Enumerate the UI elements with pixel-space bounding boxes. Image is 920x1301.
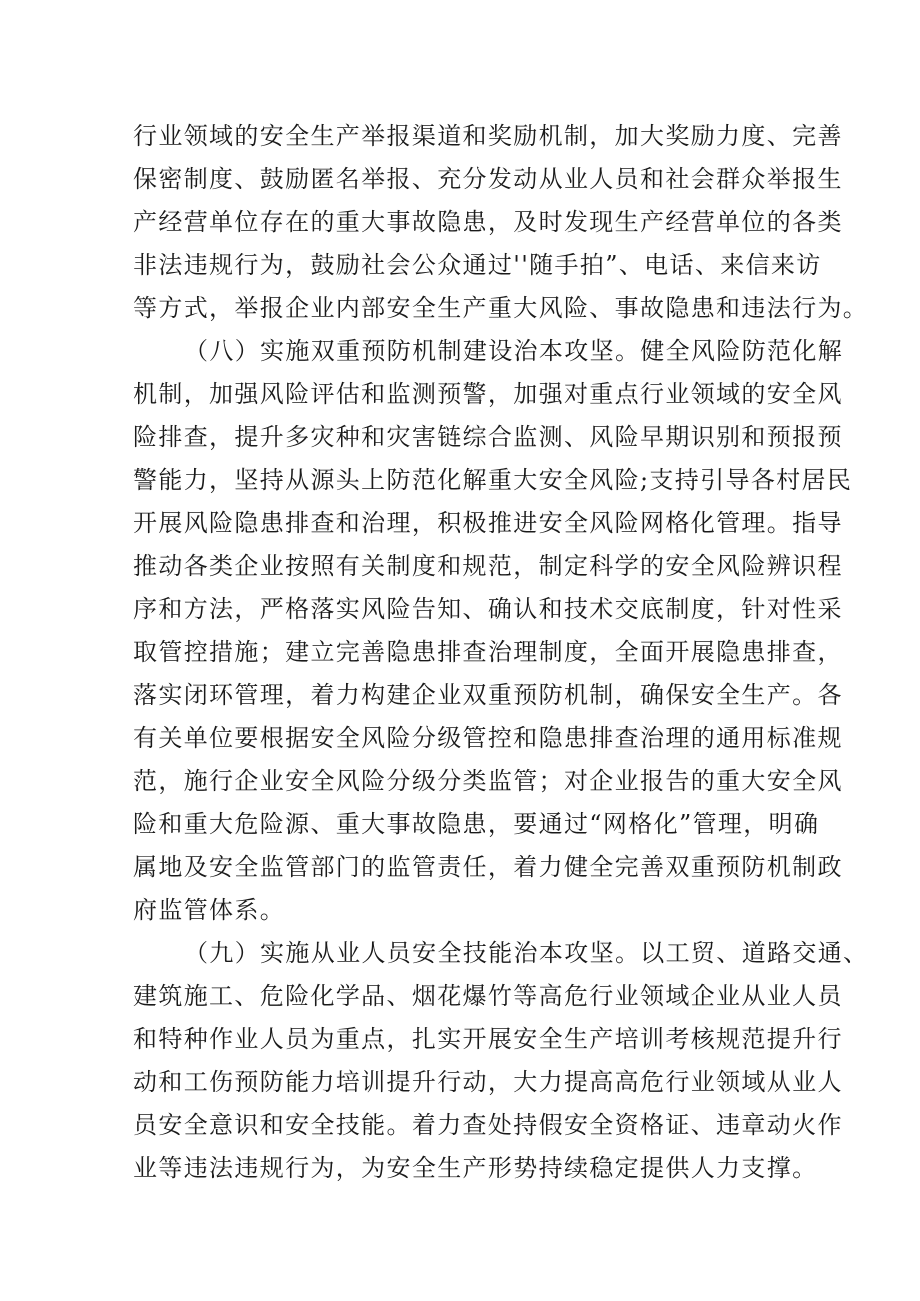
paragraph-line: 属地及安全监管部门的监管责任，着力健全完善双重预防机制政 — [133, 853, 843, 881]
paragraph-line: 有关单位要根据安全风险分级管控和隐患排查治理的通用标准规 — [133, 724, 843, 752]
section-heading-line: （八）实施双重预防机制建设治本攻坚。健全风险防范化解 — [184, 337, 844, 365]
paragraph-line: 开展风险隐患排查和治理，积极推进安全风险网格化管理。指导 — [133, 509, 843, 537]
paragraph-line: 动和工伤预防能力培训提升行动，大力提高高危行业领域从业人 — [133, 1068, 843, 1096]
paragraph-line: 落实闭环管理，着力构建企业双重预防机制，确保安全生产。各 — [133, 681, 843, 709]
paragraph-line: 范，施行企业安全风险分级分类监管；对企业报告的重大安全风 — [133, 767, 843, 795]
paragraph-line: 机制，加强风险评估和监测预警，加强对重点行业领域的安全风 — [133, 380, 843, 408]
paragraph-line: 保密制度、鼓励匿名举报、充分发动从业人员和社会群众举报生 — [133, 165, 843, 193]
paragraph-line: 险和重大危险源、重大事故隐患，要通过“网格化”管理，明确 — [133, 810, 820, 838]
paragraph-line: 和特种作业人员为重点，扎实开展安全生产培训考核规范提升行 — [133, 1025, 843, 1053]
paragraph-line: 等方式，举报企业内部安全生产重大风险、事故隐患和违法行为。 — [133, 294, 869, 322]
paragraph-line: 序和方法，严格落实风险告知、确认和技术交底制度，针对性采 — [133, 595, 843, 623]
paragraph-line: 非法违规行为，鼓励社会公众通过''随手拍”、电话、来信来访 — [133, 251, 822, 279]
paragraph-line: 行业领域的安全生产举报渠道和奖励机制，加大奖励力度、完善 — [133, 122, 843, 150]
paragraph-line: 取管控措施；建立完善隐患排查治理制度，全面开展隐患排查， — [133, 638, 843, 666]
paragraph-line: 员安全意识和安全技能。着力查处持假安全资格证、违章动火作 — [133, 1111, 843, 1139]
paragraph-line: 建筑施工、危险化学品、烟花爆竹等高危行业领域企业从业人员 — [133, 982, 843, 1010]
paragraph-line: 府监管体系。 — [133, 896, 286, 924]
paragraph-line: 产经营单位存在的重大事故隐患，及时发现生产经营单位的各类 — [133, 208, 843, 236]
paragraph-line: 警能力，坚持从源头上防范化解重大安全风险;支持引导各村居民 — [133, 466, 853, 494]
paragraph-line: 业等违法违规行为，为安全生产形势持续稳定提供人力支撑。 — [133, 1154, 818, 1182]
section-heading-line: （九）实施从业人员安全技能治本攻坚。以工贸、道路交通、 — [184, 939, 869, 967]
paragraph-line: 险排查，提升多灾种和灾害链综合监测、风险早期识别和预报预 — [133, 423, 843, 451]
paragraph-line: 推动各类企业按照有关制度和规范，制定科学的安全风险辨识程 — [133, 552, 843, 580]
